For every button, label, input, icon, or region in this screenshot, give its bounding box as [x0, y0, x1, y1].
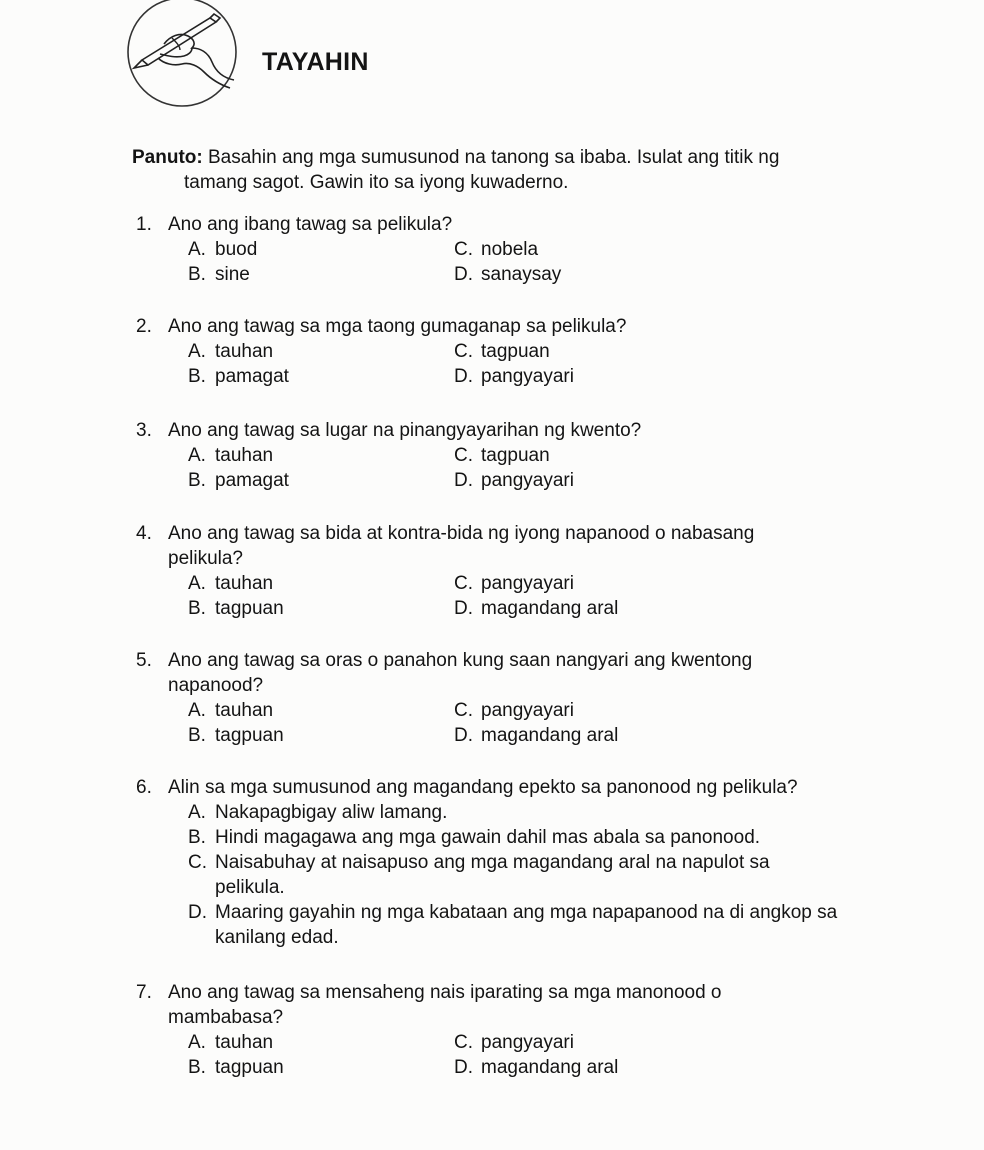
option-text: magandang aral	[481, 598, 619, 619]
question-4	[136, 521, 826, 621]
option-text: Naisabuhay at naisapuso ang mga magandang aral na napulot sa pelikula.	[215, 852, 770, 898]
options-grid	[188, 237, 856, 287]
question-number: 5.	[136, 650, 152, 671]
option-letter: C.	[454, 700, 473, 721]
option-text: Maaring gayahin ng mga kabataan ang mga napapanood na di angkop sa kanilang edad.	[215, 902, 838, 948]
header	[124, 0, 524, 115]
question-6	[136, 775, 876, 950]
question-number: 4.	[136, 523, 152, 544]
hand-writing-icon	[124, 0, 240, 112]
option-d[interactable]	[454, 596, 754, 621]
option-letter: D.	[188, 902, 207, 923]
option-letter: B.	[188, 470, 206, 491]
option-letter: A.	[188, 239, 206, 260]
option-text: sanaysay	[481, 264, 562, 285]
option-c[interactable]	[454, 339, 754, 364]
option-letter: C.	[454, 445, 473, 466]
option-text: tagpuan	[215, 725, 284, 746]
option-text: pamagat	[215, 366, 289, 387]
option-text: pamagat	[215, 470, 289, 491]
option-d[interactable]	[188, 900, 878, 950]
option-letter: D.	[454, 1057, 473, 1078]
option-letter: A.	[188, 445, 206, 466]
question-2	[136, 314, 856, 389]
option-text: nobela	[481, 239, 539, 260]
option-letter: D.	[454, 366, 473, 387]
option-text: Nakapagbigay aliw lamang.	[215, 802, 448, 823]
question-1	[136, 212, 856, 287]
option-d[interactable]	[454, 262, 754, 287]
option-b[interactable]	[188, 364, 454, 389]
options-grid	[188, 698, 826, 748]
option-letter: B.	[188, 598, 206, 619]
option-text: sine	[215, 264, 250, 285]
question-text: Alin sa mga sumusunod ang magandang epekto sa panonood ng pelikula?	[168, 777, 798, 798]
option-letter: B.	[188, 827, 206, 848]
option-letter: B.	[188, 264, 206, 285]
question-text: Ano ang tawag sa lugar na pinangyayarihan ng kwento?	[168, 420, 642, 441]
question-text: Ano ang tawag sa mensaheng nais iparating sa mga manonood o mambabasa?	[168, 982, 722, 1028]
option-letter: D.	[454, 470, 473, 491]
option-a[interactable]	[188, 237, 454, 262]
option-a[interactable]	[188, 698, 454, 723]
page-title: TAYAHIN	[262, 48, 369, 76]
option-text: Hindi magagawa ang mga gawain dahil mas abala sa panonood.	[215, 827, 761, 848]
option-letter: D.	[454, 725, 473, 746]
question-5	[136, 648, 826, 748]
question-7	[136, 980, 806, 1080]
option-text: tagpuan	[215, 1057, 284, 1078]
option-d[interactable]	[454, 1055, 754, 1080]
option-text: tauhan	[215, 445, 274, 466]
options-grid	[188, 571, 826, 621]
option-letter: C.	[454, 239, 473, 260]
option-text: tauhan	[215, 700, 274, 721]
option-b[interactable]	[188, 596, 454, 621]
option-text: pangyayari	[481, 470, 574, 491]
option-text: magandang aral	[481, 1057, 619, 1078]
option-letter: C.	[454, 573, 473, 594]
option-text: pangyayari	[481, 366, 574, 387]
option-letter: A.	[188, 1032, 206, 1053]
option-d[interactable]	[454, 723, 754, 748]
options-grid	[188, 339, 856, 389]
instructions-label: Panuto:	[132, 147, 203, 168]
option-c[interactable]	[454, 571, 754, 596]
option-text: tagpuan	[481, 341, 550, 362]
question-3	[136, 418, 856, 493]
option-text: tauhan	[215, 573, 274, 594]
question-number: 2.	[136, 316, 152, 337]
option-letter: A.	[188, 802, 206, 823]
option-text: magandang aral	[481, 725, 619, 746]
option-a[interactable]	[188, 443, 454, 468]
option-a[interactable]	[188, 800, 876, 825]
option-letter: A.	[188, 700, 206, 721]
question-number: 7.	[136, 982, 152, 1003]
question-number: 6.	[136, 777, 152, 798]
option-b[interactable]	[188, 1055, 454, 1080]
option-c[interactable]	[454, 1030, 754, 1055]
question-number: 1.	[136, 214, 152, 235]
option-a[interactable]	[188, 339, 454, 364]
option-letter: B.	[188, 725, 206, 746]
option-text: pangyayari	[481, 700, 574, 721]
option-b[interactable]	[188, 825, 876, 850]
option-letter: A.	[188, 341, 206, 362]
option-c[interactable]	[188, 850, 828, 900]
question-text: Ano ang ibang tawag sa pelikula?	[168, 214, 453, 235]
option-text: tauhan	[215, 1032, 274, 1053]
options-list	[188, 800, 876, 950]
option-text: pangyayari	[481, 1032, 574, 1053]
instructions-text-line1: Basahin ang mga sumusunod na tanong sa ibaba. Isulat ang titik ng	[202, 147, 780, 168]
option-b[interactable]	[188, 723, 454, 748]
instructions	[132, 145, 862, 195]
option-text: tauhan	[215, 341, 274, 362]
option-letter: C.	[454, 341, 473, 362]
option-c[interactable]	[454, 698, 754, 723]
option-letter: B.	[188, 366, 206, 387]
question-text: Ano ang tawag sa bida at kontra-bida ng iyong napanood o nabasang pelikula?	[168, 523, 755, 569]
option-d[interactable]	[454, 468, 754, 493]
option-letter: C.	[188, 852, 207, 873]
option-letter: D.	[454, 264, 473, 285]
options-grid	[188, 443, 856, 493]
option-a[interactable]	[188, 571, 454, 596]
option-b[interactable]	[188, 262, 454, 287]
instructions-text-line2: tamang sagot. Gawin ito sa iyong kuwaderno.	[184, 172, 569, 193]
option-a[interactable]	[188, 1030, 454, 1055]
option-text: buod	[215, 239, 258, 260]
option-letter: B.	[188, 1057, 206, 1078]
options-grid	[188, 1030, 806, 1080]
option-b[interactable]	[188, 468, 454, 493]
option-c[interactable]	[454, 443, 754, 468]
question-text: Ano ang tawag sa mga taong gumaganap sa pelikula?	[168, 316, 627, 337]
option-d[interactable]	[454, 364, 754, 389]
option-letter: C.	[454, 1032, 473, 1053]
option-c[interactable]	[454, 237, 754, 262]
option-letter: D.	[454, 598, 473, 619]
option-letter: A.	[188, 573, 206, 594]
option-text: tagpuan	[215, 598, 284, 619]
question-text: Ano ang tawag sa oras o panahon kung saan nangyari ang kwentong napanood?	[168, 650, 753, 696]
option-text: pangyayari	[481, 573, 574, 594]
option-text: tagpuan	[481, 445, 550, 466]
question-number: 3.	[136, 420, 152, 441]
